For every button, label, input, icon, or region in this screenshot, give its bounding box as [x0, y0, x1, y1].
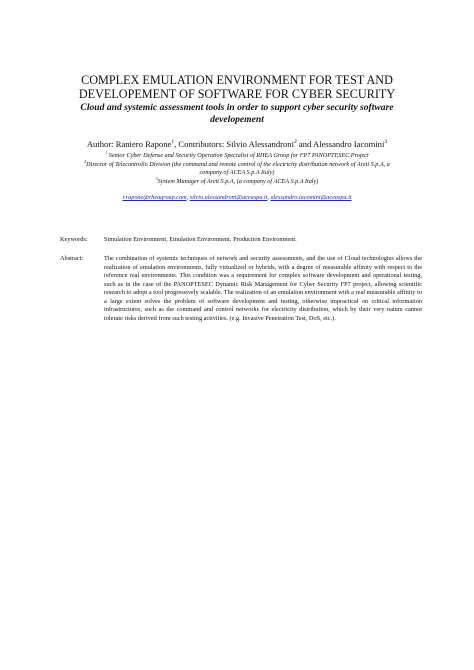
contributors-label: , Contributors: Silvio Alessandroni	[174, 139, 294, 149]
paper-subtitle	[60, 102, 414, 126]
email-link-1[interactable]: r.rapone@rheagroup.com	[122, 194, 187, 201]
keywords-label: Keywords:	[60, 236, 88, 243]
affiliation-2-sup: 2	[84, 158, 87, 164]
affiliations	[40, 149, 434, 187]
subtitle-line-2: developement	[210, 114, 264, 125]
affiliation-2-text: Director of Telecontrollo Division (the command and remote control of the electricity distribution network of Areti S.p.A, a	[86, 160, 390, 168]
author-sup-3: 3	[384, 139, 388, 146]
affiliation-3-sup: 3	[155, 176, 158, 182]
paper-title	[60, 73, 414, 101]
affiliation-1-sup: 1	[105, 149, 108, 155]
affiliation-3	[40, 178, 434, 187]
author-emails	[40, 194, 434, 202]
affiliation-2-cont: company of ACEA S.p.A Italy)	[199, 169, 275, 177]
contributor-2: and Alessandro Iacomini	[296, 139, 385, 149]
affiliation-1	[40, 149, 434, 161]
author-sup-2: 2	[293, 139, 297, 146]
subtitle-line-1: Cloud and systemic assessment tools in order to support cyber security software	[80, 102, 394, 113]
email-link-3[interactable]: alessandro.iacomini@aceaspa.it	[270, 194, 352, 201]
email-separator: ,	[267, 194, 271, 201]
author-name: Author: Raniero Rapone	[86, 139, 172, 149]
affiliation-3-text: System Manager of Areti S.p.A, (a company of ACEA S.p.A Italy)	[157, 178, 319, 186]
abstract-text: The combination of systemic techniques of network and security assessments, and the use of Cloud technologies allows the realization of emulation environments, fully virtualized or hybrids, with a degree of measurable affinity with respect to the reference real environments. This condition was a requirement for complex software development and operational testing, such as in the case of the PANOPTESEC Dynamic Risk Management for Cyber Security FP7 project, allowing scientific research to adopt a tool progressively scalable. The realization of an emulation environment with a real measurable affinity to a large extent solves the problem of software development and testing, otherwise impractical on critical information infrastructures, such as the command and control networks for electricity distribution, which by their very nature cannot tolerate risks derived from such testing activities. (e.g. Invasive Penetration Test, DoS, etc.).	[104, 255, 422, 322]
keywords-text: Simulation Environment, Emulation Environment, Production Environment.	[104, 236, 297, 243]
email-link-2[interactable]: silvio.alessandroni@aceaspa.it	[189, 194, 268, 201]
author-line	[40, 139, 434, 150]
email-separator: ,	[186, 194, 190, 201]
affiliation-1-text: Senior Cyber Defense and Security Operation Specialist of RHEA Group for FP7 PANOPTESEC Project	[107, 152, 369, 159]
affiliation-2	[40, 158, 434, 170]
author-sup-1: 1	[171, 139, 175, 146]
abstract-label: Abstract:	[60, 255, 84, 262]
title-line-2: DEVELOPEMENT OF SOFTWARE FOR CYBER SECURITY	[78, 87, 396, 101]
title-line-1: COMPLEX EMULATION ENVIRONMENT FOR TEST AND	[81, 73, 393, 87]
